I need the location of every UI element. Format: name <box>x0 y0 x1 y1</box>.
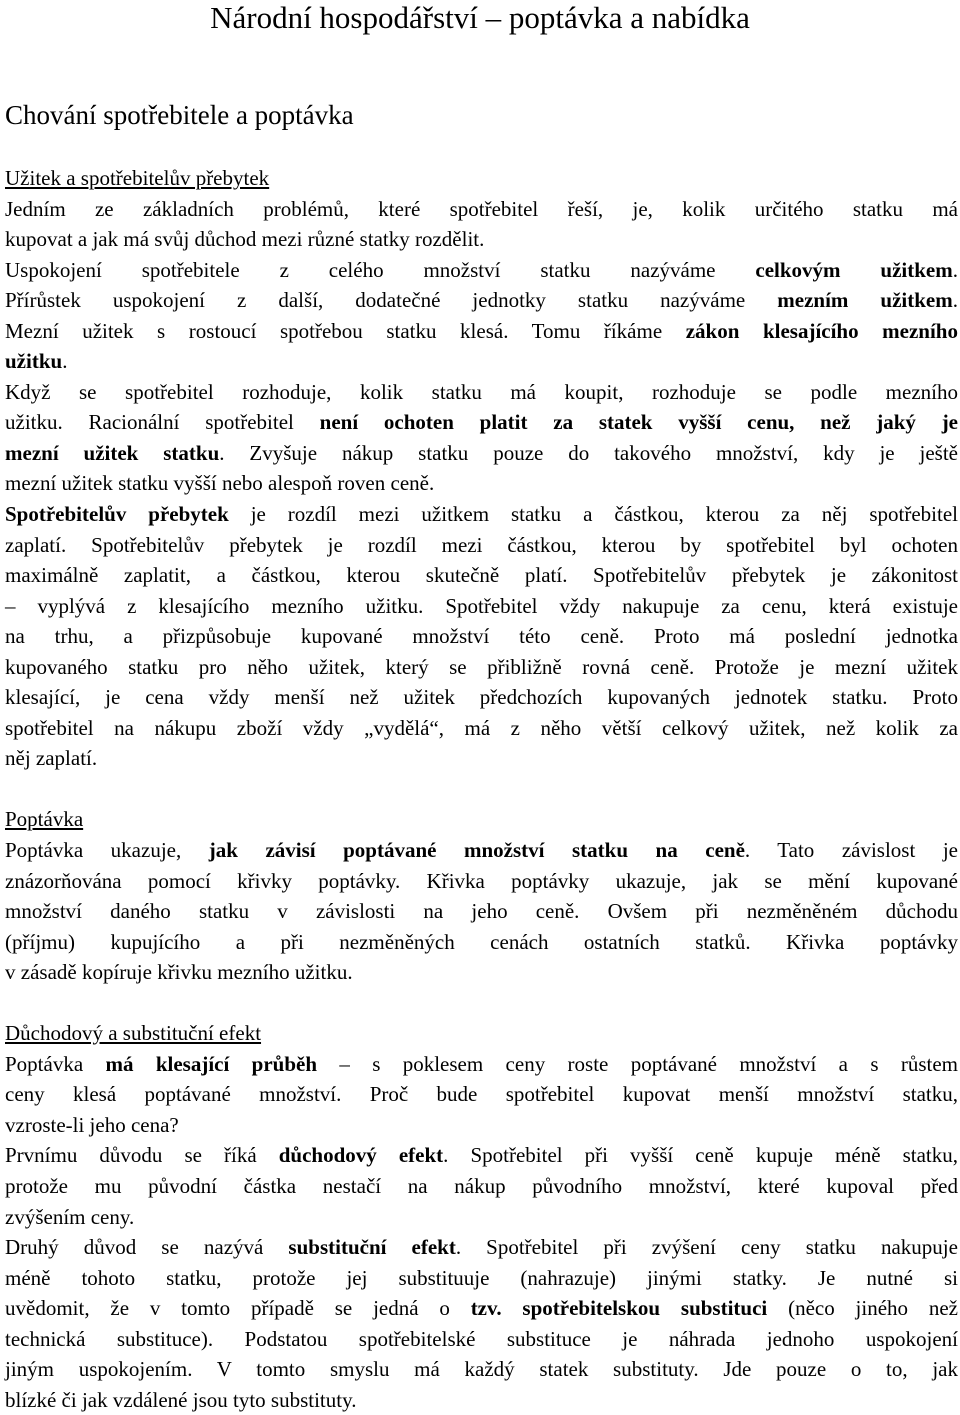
text-run: Druhý důvod se nazývá <box>5 1235 289 1259</box>
text-run: . Spotřebitel při vyšší ceně kupuje méně statku, <box>443 1143 958 1167</box>
paragraph-line: něj zaplatí. <box>5 746 98 770</box>
paragraph-line <box>5 1140 958 1170</box>
document-title: Národní hospodářství – poptávka a nabídka <box>210 0 750 35</box>
text-run: . Tato závislost je <box>744 838 958 862</box>
text-run: Prvnímu důvodu se říká <box>5 1143 279 1167</box>
paragraph-line: Jedním ze základních problémů, které spotřebitel řeší, je, kolik určitého statku má <box>5 197 958 221</box>
bold-term: není ochoten platit za statek vyšší cenu, než jaký je <box>319 410 959 434</box>
text-run: – s poklesem ceny roste poptávané množství a s růstem <box>317 1052 959 1076</box>
paragraph-line <box>5 835 958 865</box>
bold-term: jak závisí poptávané množství statku na ceně <box>208 838 745 862</box>
paragraph-line: spotřebitel na nákupu zboží vždy „vydělá“, má z něho větší celkový užitek, než kolik za <box>5 716 958 740</box>
paragraph-line: klesající, je cena vždy menší než užitek předchozích kupovaných jednotek statku. Proto <box>5 685 958 709</box>
bold-term: substituční efekt <box>288 1235 456 1259</box>
bold-term: zákon klesajícího mezního <box>685 319 958 343</box>
text-run: . Zvyšuje nákup statku pouze do takového množství, kdy je ještě <box>219 441 958 465</box>
text-run: uvědomit, že v tomto případě se jedná o <box>5 1296 471 1320</box>
paragraph-line: maximálně zaplatit, a částkou, kterou skutečně platí. Spotřebitelův přebytek je zákonitost <box>5 563 958 587</box>
paragraph-line: méně tohoto statku, protože jej substituuje (nahrazuje) jinými statky. Je nutné si <box>5 1266 958 1290</box>
paragraph-line <box>5 346 958 376</box>
chapter-heading: Chování spotřebitele a poptávka <box>5 100 354 130</box>
paragraph-line <box>5 1049 958 1079</box>
text-run: Uspokojení spotřebitele z celého množství statku nazýváme <box>5 258 756 282</box>
paragraph-line: technická substituce). Podstatou spotřebitelské substituce je náhrada jednoho uspokojení <box>5 1327 958 1351</box>
bold-term: mezní užitek statku <box>5 441 220 465</box>
paragraph-line: na trhu, a přizpůsobuje kupované množství této ceně. Proto má poslední jednotka <box>5 624 958 648</box>
paragraph-line: znázorňována pomocí křivky poptávky. Křivka poptávky ukazuje, jak se mění kupované <box>5 869 958 893</box>
paragraph-line: v zásadě kopíruje křivku mezního užitku. <box>5 960 353 984</box>
text-run: Mezní užitek s rostoucí spotřebou statku klesá. Tomu říkáme <box>5 319 686 343</box>
paragraph-line: zvýšením ceny. <box>5 1205 135 1229</box>
bold-term: užitku <box>5 349 63 373</box>
bold-term: má klesající průběh <box>105 1052 318 1076</box>
paragraph-line <box>5 438 958 468</box>
section-heading-poptavka: Poptávka <box>5 807 84 831</box>
paragraph-line: ceny klesá poptávané množství. Proč bude spotřebitel kupovat menší množství statku, <box>5 1082 958 1106</box>
paragraph-line <box>5 1232 958 1262</box>
bold-term: tzv. spotřebitelskou substituci <box>470 1296 768 1320</box>
bold-term: mezním užitkem <box>777 288 953 312</box>
text-run: Přírůstek uspokojení z další, dodatečné jednotky statku nazýváme <box>5 288 778 312</box>
text-run: užitku. Racionální spotřebitel <box>5 410 320 434</box>
paragraph-line <box>5 407 958 437</box>
section-heading-uzitek: Užitek a spotřebitelův přebytek <box>5 166 270 190</box>
paragraph-line: kupovat a jak má svůj důchod mezi různé statky rozdělit. <box>5 227 485 251</box>
paragraph-line: (příjmu) kupujícího a při nezměněných cenách ostatních statků. Křivka poptávky <box>5 930 958 954</box>
paragraph-line: vzroste-li jeho cena? <box>5 1113 179 1137</box>
paragraph-line: zaplatí. Spotřebitelův přebytek je rozdíl mezi částkou, kterou by spotřebitel byl ochoten <box>5 533 958 557</box>
paragraph-line: kupovaného statku pro něho užitek, který se přibližně rovná ceně. Protože je mezní užitek <box>5 655 958 679</box>
paragraph-line <box>5 285 958 315</box>
bold-term: Spotřebitelův přebytek <box>5 502 229 526</box>
text-run: . <box>952 288 958 312</box>
paragraph-line: Když se spotřebitel rozhoduje, kolik statku má koupit, rozhoduje se podle mezního <box>5 380 958 404</box>
text-run: Poptávka <box>5 1052 106 1076</box>
paragraph-line <box>5 1293 958 1323</box>
text-run: (něco jiného než <box>767 1296 958 1320</box>
paragraph-line: – vyplývá z klesajícího mezního užitku. Spotřebitel vždy nakupuje za cenu, která existuje <box>5 594 958 618</box>
text-run: . <box>62 349 68 373</box>
bold-term: celkovým užitkem <box>755 258 953 282</box>
text-run: je rozdíl mezi užitkem statku a částkou, kterou za něj spotřebitel <box>228 502 959 526</box>
paragraph-line: jiným uspokojením. V tomto smyslu má každý statek substituty. Jde pouze o to, jak <box>5 1357 958 1381</box>
text-run: Poptávka ukazuje, <box>5 838 209 862</box>
paragraph-line: množství daného statku v závislosti na jeho ceně. Ovšem při nezměněném důchodu <box>5 899 958 923</box>
bold-term: důchodový efekt <box>278 1143 444 1167</box>
paragraph-line: blízké či jak vzdálené jsou tyto substituty. <box>5 1388 357 1412</box>
paragraph-line <box>5 499 958 529</box>
paragraph-line: mezní užitek statku vyšší nebo alespoň roven ceně. <box>5 471 435 495</box>
paragraph-line <box>5 316 958 346</box>
text-run: . <box>952 258 958 282</box>
text-run: . Spotřebitel při zvýšení ceny statku nakupuje <box>455 1235 958 1259</box>
paragraph-line <box>5 255 958 285</box>
section-heading-efekty: Důchodový a substituční efekt <box>5 1021 262 1045</box>
paragraph-line: protože mu původní částka nestačí na nákup původního množství, které kupoval před <box>5 1174 958 1198</box>
